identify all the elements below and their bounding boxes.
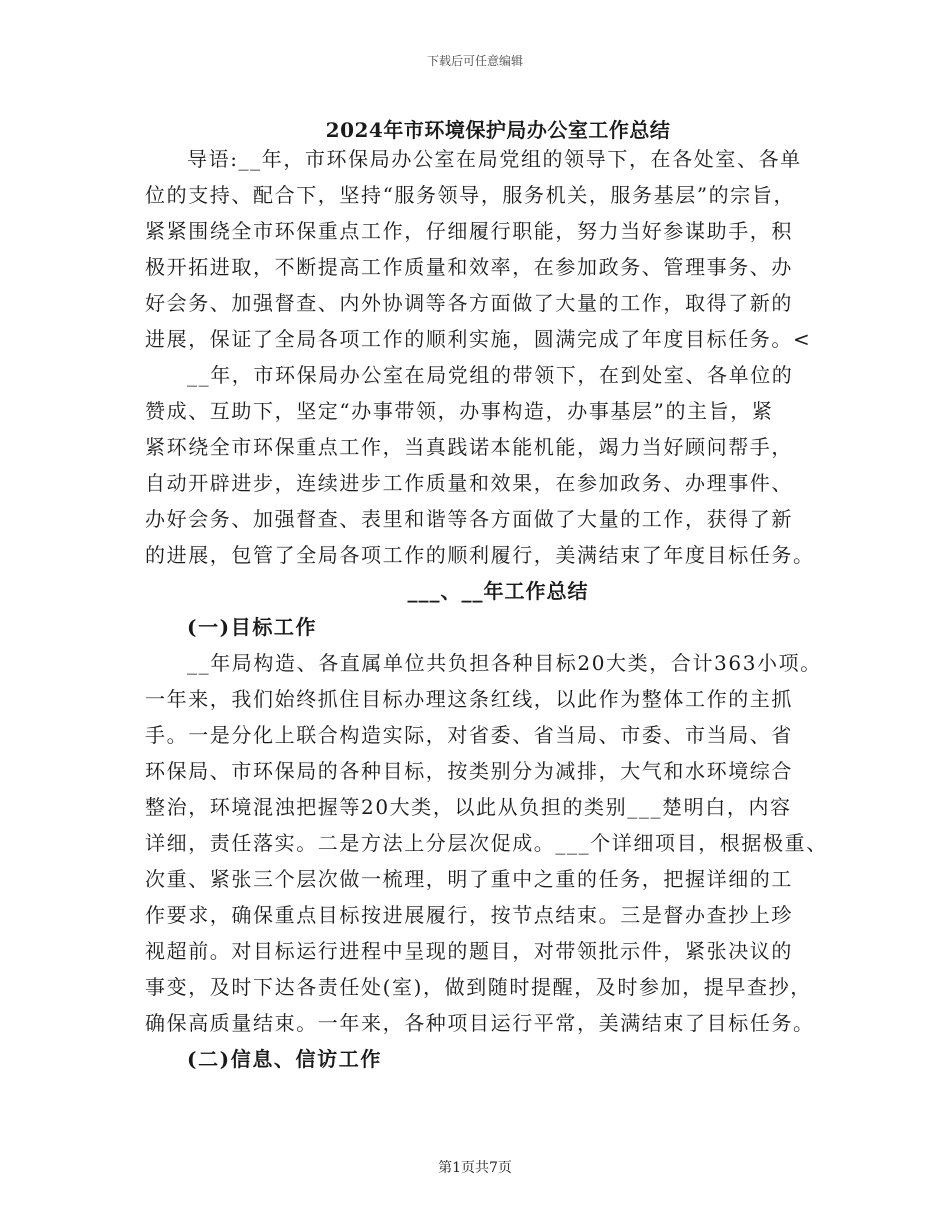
paragraph-line: 视超前。对目标运行进程中呈现的题目，对带领批示件，紧张决议的	[145, 939, 793, 963]
paragraph-line: 作要求，确保重点目标按进展履行，按节点结束。三是督办查抄上珍	[145, 903, 793, 927]
paragraph-line: 事变，及时下达各责任处(室)，做到随时提醒，及时参加，提早查抄，	[145, 975, 812, 999]
paragraph-line: 导语:__年，市环保局办公室在局党组的领导下，在各处室、各单	[187, 147, 802, 171]
paragraph-line: 整治，环境混浊把握等20大类，以此从负担的类别___楚明白，内容	[145, 795, 792, 819]
paragraph-line: __年局构造、各直属单位共负担各种目标20大类，合计363小项。	[187, 651, 822, 675]
paragraph-line: 进展，保证了全局各项工作的顺利实施，圆满完成了年度目标任务。<	[145, 327, 812, 351]
subsection-heading: (一)目标工作	[187, 615, 318, 639]
header-note: 下载后可任意编辑	[426, 54, 523, 68]
paragraph-line: 的进展，包管了全局各项工作的顺利履行，美满结束了年度目标任务。	[145, 543, 815, 567]
paragraph-line: 次重、紧张三个层次做一梳理，明了重中之重的任务，把握详细的工	[145, 867, 793, 891]
paragraph-line: 位的支持、配合下，坚持“服务领导，服务机关，服务基层”的宗旨，	[145, 183, 796, 207]
paragraph-line: 紧环绕全市环保重点工作，当真践诺本能机能，竭力当好顾问帮手，	[145, 435, 793, 459]
paragraph-line: 一年来，我们始终抓住目标办理这条红线，以此作为整体工作的主抓	[145, 687, 793, 711]
page-number: 第1页共7页	[438, 1160, 512, 1176]
section-heading: ___、__年工作总结	[407, 579, 589, 603]
paragraph-line: 环保局、市环保局的各种目标，按类别分为减排，大气和水环境综合	[145, 759, 793, 783]
document-title: 2024年市环境保护局办公室工作总结	[325, 118, 671, 142]
paragraph-line: 紧紧围绕全市环保重点工作，仔细履行职能，努力当好参谋助手，积	[145, 219, 793, 243]
subsection-heading: (二)信息、信访工作	[187, 1047, 382, 1071]
paragraph-line: 好会务、加强督查、内外协调等各方面做了大量的工作，取得了新的	[145, 291, 793, 315]
paragraph-line: 极开拓进取，不断提高工作质量和效率，在参加政务、管理事务、办	[145, 255, 793, 279]
paragraph-line: 赞成、互助下，坚定“办事带领，办事构造，办事基层”的主旨，紧	[145, 399, 774, 423]
paragraph-line: 手。一是分化上联合构造实际，对省委、省当局、市委、市当局、省	[145, 723, 793, 747]
paragraph-line: 自动开辟进步，连续进步工作质量和效果，在参加政务、办理事件、	[145, 471, 793, 495]
paragraph-line: 确保高质量结束。一年来，各种项目运行平常，美满结束了目标任务。	[145, 1011, 815, 1035]
paragraph-line: 详细，责任落实。二是方法上分层次促成。___个详细项目，根据极重、	[145, 831, 828, 855]
paragraph-line: __年，市环保局办公室在局党组的带领下，在到处室、各单位的	[187, 363, 794, 387]
paragraph-line: 办好会务、加强督查、表里和谐等各方面做了大量的工作，获得了新	[145, 507, 793, 531]
